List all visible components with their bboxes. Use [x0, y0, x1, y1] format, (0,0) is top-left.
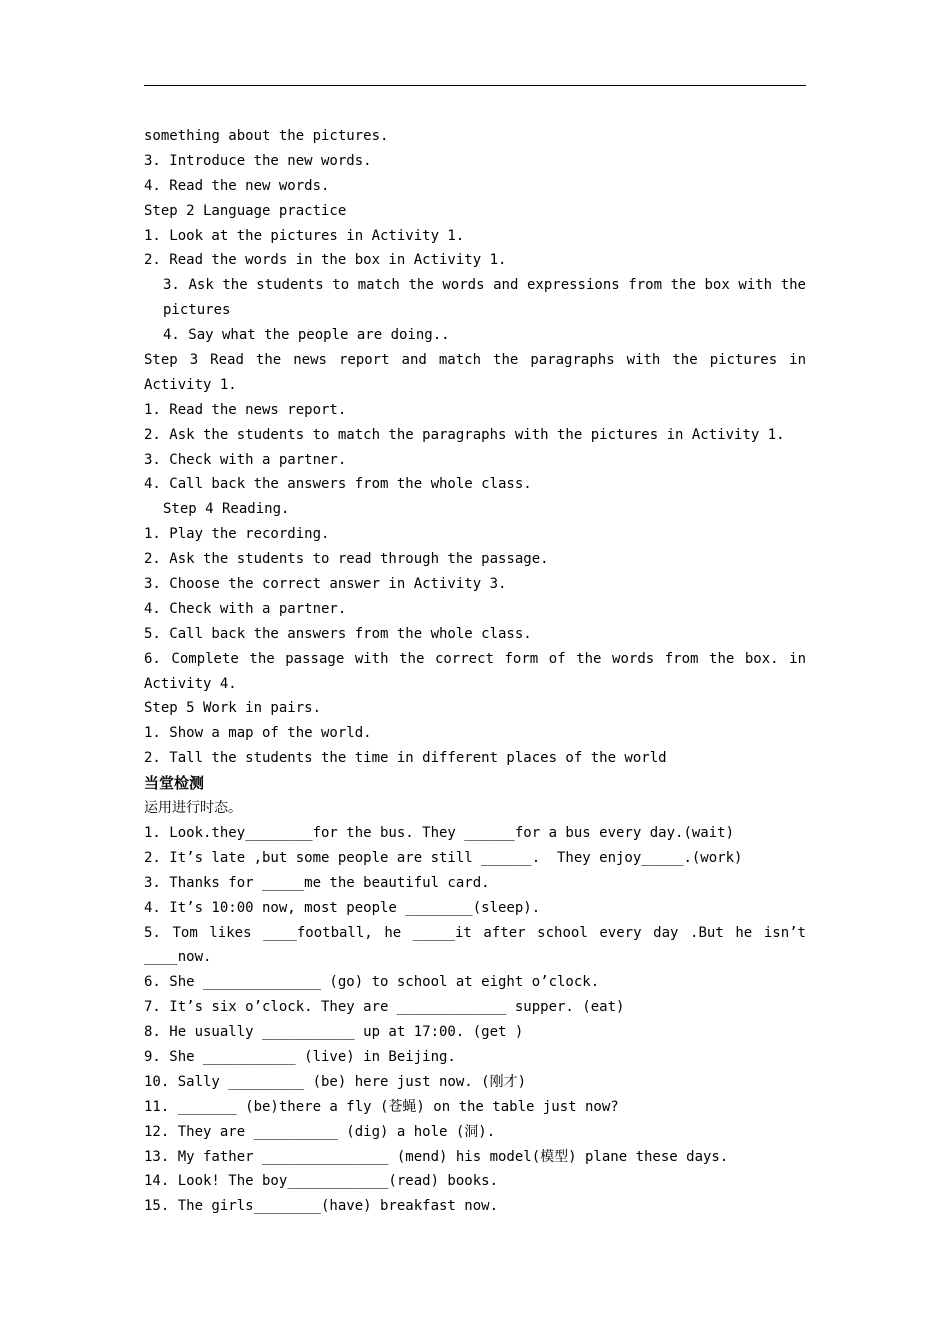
exercise-item: 10. Sally _________ (be) here just now. (刚才) — [144, 1073, 527, 1090]
list-item: 5. Call back the answers from the whole class. — [144, 625, 532, 642]
list-item: 6. Complete the passage with the correct form of the words from the box. in — [144, 650, 806, 667]
instruction-text: 运用进行时态。 — [144, 800, 242, 817]
text-line: pictures — [163, 302, 231, 319]
exercise-item: 3. Thanks for _____me the beautiful card. — [144, 874, 490, 891]
list-item: 1. Show a map of the world. — [144, 725, 372, 742]
exercise-item: 2. It’s late ,but some people are still ______. They enjoy_____.(work) — [144, 849, 743, 866]
exercise-item: 6. She ______________ (go) to school at eight o’clock. — [144, 974, 600, 991]
list-item: 3. Ask the students to match the words and expressions from the box with the — [163, 277, 806, 294]
exercise-item: 15. The girls________(have) breakfast now. — [144, 1198, 499, 1215]
exercise-item: 7. It’s six o’clock. They are _____________ supper. (eat) — [144, 999, 625, 1016]
exercise-item: 4. It’s 10:00 now, most people ________(sleep). — [144, 899, 541, 916]
exercise-item: 5. Tom likes ____football, he _____it after school every day .But he isn’t — [144, 924, 806, 941]
list-item: 1. Play the recording. — [144, 526, 330, 543]
list-item: 4. Check with a partner. — [144, 600, 347, 617]
list-item: 3. Introduce the new words. — [144, 152, 372, 169]
list-item: 3. Check with a partner. — [144, 451, 347, 468]
step-heading: Step 5 Work in pairs. — [144, 700, 322, 717]
list-item: 1. Read the news report. — [144, 401, 347, 418]
list-item: 1. Look at the pictures in Activity 1. — [144, 227, 465, 244]
list-item: 2. Read the words in the box in Activity 1. — [144, 252, 507, 269]
text-line: ____now. — [144, 949, 212, 966]
list-item: 2. Ask the students to match the paragraphs with the pictures in Activity 1. — [144, 426, 785, 443]
list-item: 2. Ask the students to read through the passage. — [144, 551, 549, 568]
list-item: 2. Tall the students the time in different places of the world — [144, 750, 667, 767]
exercise-item: 13. My father _______________ (mend) his model(模型) plane these days. — [144, 1148, 729, 1165]
exercise-item: 8. He usually ___________ up at 17:00. (get ) — [144, 1024, 524, 1041]
exercise-item: 11. _______ (be)there a fly (苍蝇) on the table just now? — [144, 1098, 619, 1115]
step-heading: Step 3 Read the news report and match the paragraphs with the pictures in — [144, 352, 806, 369]
header-rule — [144, 85, 806, 86]
list-item: 4. Read the new words. — [144, 177, 330, 194]
exercise-item: 12. They are __________ (dig) a hole (洞). — [144, 1123, 496, 1140]
exercise-item: 9. She ___________ (live) in Beijing. — [144, 1048, 456, 1065]
exercise-item: 14. Look! The boy____________(read) books. — [144, 1173, 499, 1190]
text-line: Activity 4. — [144, 675, 237, 692]
exercise-item: 1. Look.they________for the bus. They ______for a bus every day.(wait) — [144, 824, 735, 841]
list-item: 3. Choose the correct answer in Activity 3. — [144, 576, 507, 593]
document-body — [144, 124, 806, 1219]
section-heading: 当堂检测 — [144, 774, 205, 793]
text-line: Activity 1. — [144, 376, 237, 393]
text-line: something about the pictures. — [144, 128, 389, 144]
list-item: 4. Call back the answers from the whole class. — [144, 476, 532, 493]
list-item: 4. Say what the people are doing.. — [163, 327, 450, 344]
step-heading: Step 2 Language practice — [144, 202, 347, 219]
step-heading: Step 4 Reading. — [163, 501, 290, 518]
